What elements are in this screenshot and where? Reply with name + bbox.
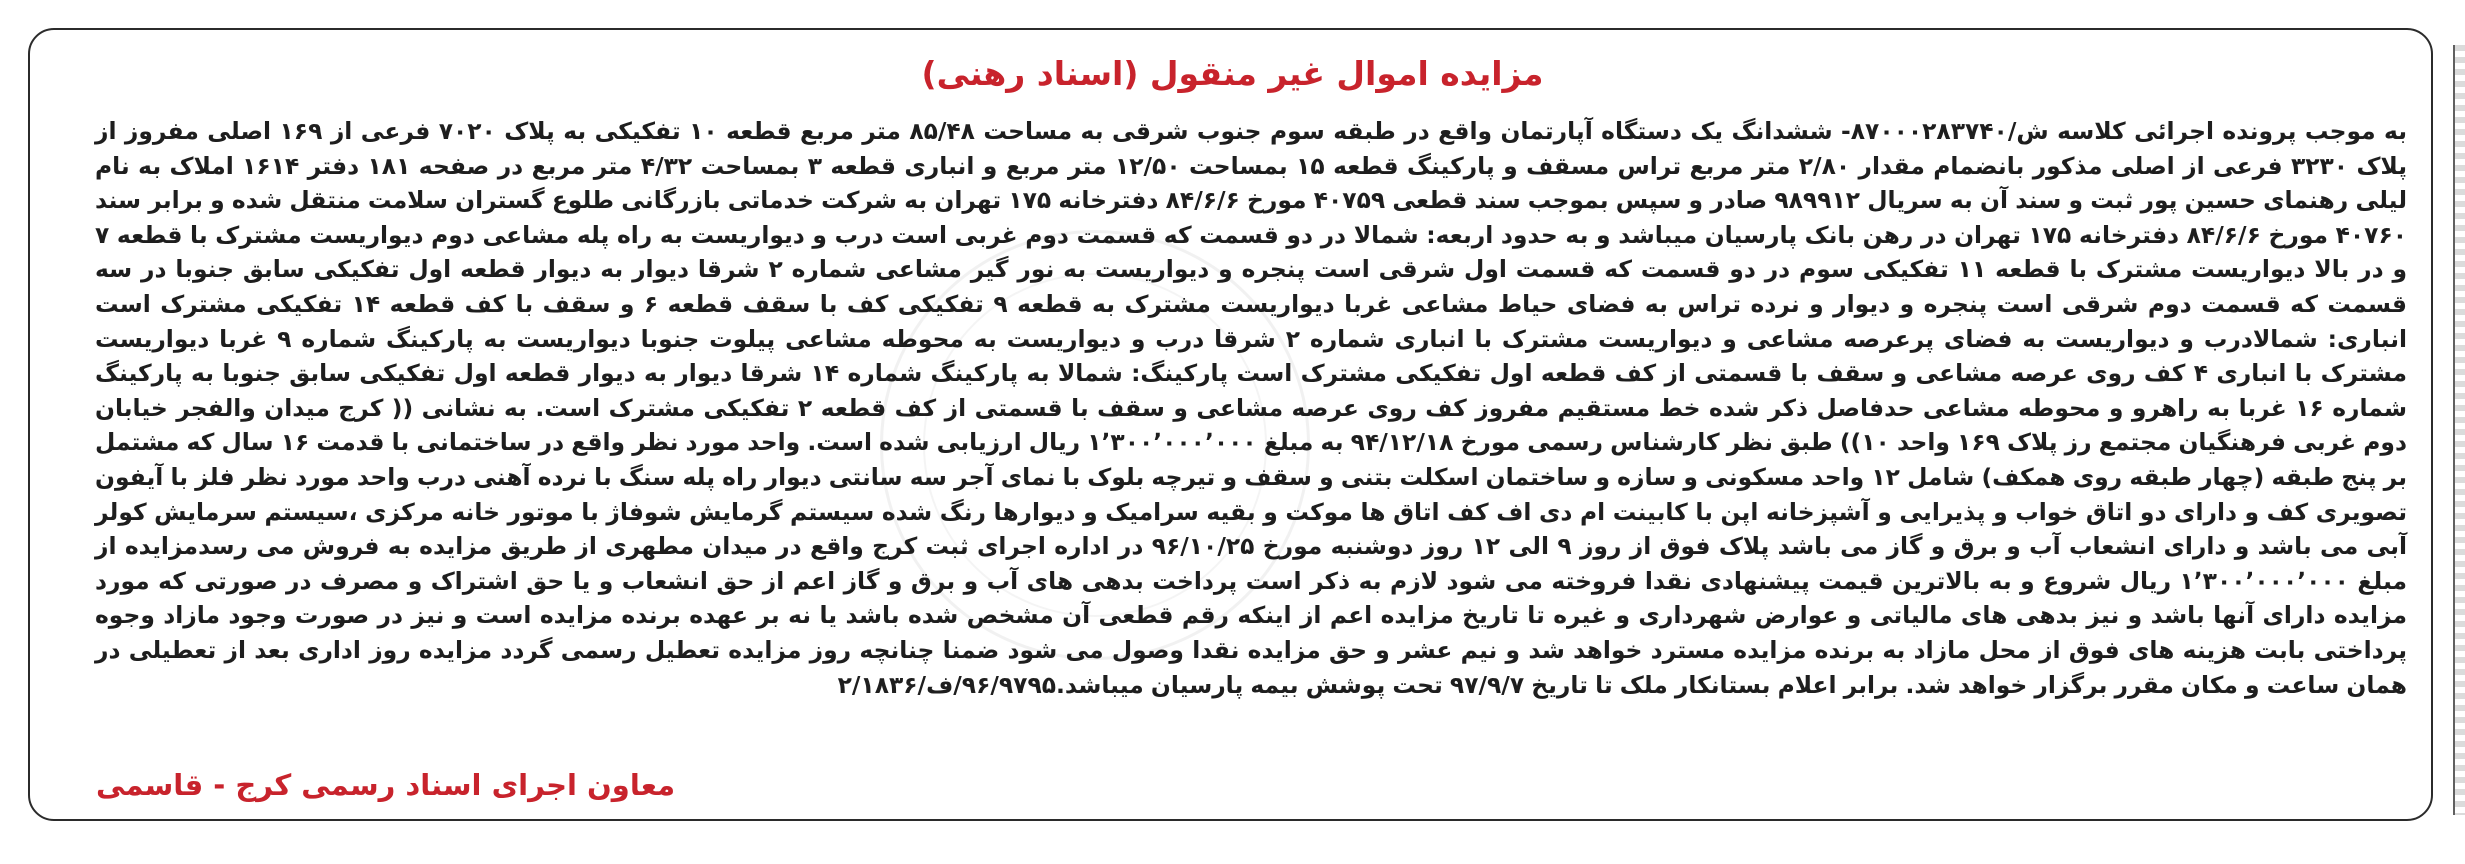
notice-title: مزایده اموال غیر منقول (اسناد رهنی) [921,54,1544,93]
notice-body-text: به موجب پرونده اجرائی کلاسه ش/۸۷۰۰۰۲۸۳۷۴۰- ششدانگ یک دستگاه آپارتمان واقع در طبقه سوم جنوب شرقی به مساحت ۸۵/۴۸ متر مربع قطعه ۱۰ تفکیکی به پلاک ۷۰۲۰ فرعی از ۱۶۹ اصلی مفروز از پلاک ۳۲۳۰ فرعی از اصلی مذکور بانضمام مقدار ۲/۸۰ متر مربع تراس مسقف و پارکینگ قطعه ۱۵ بمساحت ۱۲/۵۰ متر مربع و انباری قطعه ۳ بمساحت ۴/۳۲ متر مربع در صفحه ۱۸۱ دفتر ۱۶۱۴ املاک به نام لیلی رهنمای حسین پور ثبت و سند آن به سریال ۹۸۹۹۱۲ صادر و سپس بموجب سند قطعی ۴۰۷۵۹ مورخ ۸۴/۶/۶ دفترخانه ۱۷۵ تهران به شرکت خدماتی بازرگانی طلوع گستران سلامت منتقل شده و برابر سند ۴۰۷۶۰ مورخ ۸۴/۶/۶ دفترخانه ۱۷۵ تهران در رهن بانک پارسیان میباشد و به حدود اربعه: شمالا در دو قسمت که قسمت دوم غربی است درب و دیواریست به راه پله مشاعی دوم دیواریست مشترک با قطعه ۷ و در بالا دیواریست مشترک با قطعه ۱۱ تفکیکی سوم در دو قسمت که قسمت اول شرقی است پنجره و دیواریست به نور گیر مشاعی شماره ۲ شرقا دیوار به دیوار قطعه اول تفکیکی سابق جنوبا در سه قسمت که قسمت دوم شرقی است پنجره و دیوار و نرده تراس به فضای حیاط مشاعی غربا دیواریست مشترک به قطعه ۹ تفکیکی کف با سقف قطعه ۶ و سقف با کف قطعه ۱۴ تفکیکی مشترک است انباری: شمالادرب و دیواریست به فضای پرعرصه مشاعی و دیواریست مشترک با انباری شماره ۲ شرقا درب و دیواریست به محوطه مشاعی پیلوت جنوبا دیواریست به پارکینگ شماره ۹ غربا دیواریست مشترک با انباری ۴ کف روی عرصه مشاعی و سقف با قسمتی از کف قطعه اول تفکیکی مشترک است پارکینگ: شمالا به پارکینگ شماره ۱۴ شرقا دیوار به دیوار قطعه اول تفکیکی سابق جنوبا به پارکینگ شماره ۱۶ غربا به راهرو و محوطه مشاعی حدفاصل ذکر شده خط مستقیم مفروز کف روی عرصه مشاعی و سقف با قسمتی از کف قطعه ۲ تفکیکی مشترک است. به نشانی (( کرج میدان والفجر خیابان دوم غربی فرهنگیان مجتمع رز پلاک ۱۶۹ واحد ۱۰)) طبق نظر کارشناس رسمی مورخ ۹۴/۱۲/۱۸ به مبلغ ۱٬۳۰۰٬۰۰۰٬۰۰۰ ریال ارزیابی شده است. واحد مورد نظر واقع در ساختمانی با قدمت ۱۶ سال که مشتمل بر پنج طبقه (چهار طبقه روی همکف) شامل ۱۲ واحد مسکونی و سازه و ساختمان اسکلت بتنی و سقف و تیرچه بلوک با نمای آجر سه سانتی دیوار راه پله سنگ با نرده آهنی درب واحد مورد نظر فلز با آیفون تصویری کف و دارای دو اتاق خواب و پذیرایی و آشپزخانه اپن با کابینت ام دی اف کف اتاق ها موکت و بقیه سرامیک و دیوارها رنگ شده سیستم گرمایش شوفاژ با موتور خانه مرکزی ،سیستم سرمایش کولر آبی می باشد و دارای انشعاب آب و برق و گاز می باشد پلاک فوق از روز ۹ الی ۱۲ روز دوشنبه مورخ ۹۶/۱۰/۲۵ در اداره اجرای ثبت کرج واقع در میدان مطهری از طریق مزایده به فروش می رسدمزایده از مبلغ ۱٬۳۰۰٬۰۰۰٬۰۰۰ ریال شروع و به بالاترین قیمت پیشنهادی نقدا فروخته می شود لازم به ذکر است پرداخت بدهی های آب و برق و گاز اعم از حق انشعاب و یا حق اشتراک و مصرف در صورتی که مورد مزایده دارای آنها باشد و نیز بدهی های مالیاتی و عوارض شهرداری و غیره تا تاریخ مزایده اعم از اینکه رقم قطعی آن مشخص شده باشد یا نه بر عهده برنده مزایده است و نیز در صورت وجود مازاد وجوه پرداختی بابت هزینه های فوق از محل مازاد به برنده مزایده مسترد خواهد شد و نیم عشر و حق مزایده نقدا وصول می شود ضمنا چنانچه روز مزایده تعطیل رسمی گردد مزایده روز اداری بعد از تعطیلی در همان ساعت و مکان مقرر برگزار خواهد شد. برابر اعلام بستانکار ملک تا تاریخ ۹۷/۹/۷ تحت پوشش بیمه پارسیان میباشد.۹۶/۹۷۹۵/ف/۲/۱۸۳۶ [95,117,2408,699]
notice-signature: معاون اجرای اسناد رسمی کرج - قاسمی [96,768,676,802]
page-edge-strip [2453,45,2465,815]
